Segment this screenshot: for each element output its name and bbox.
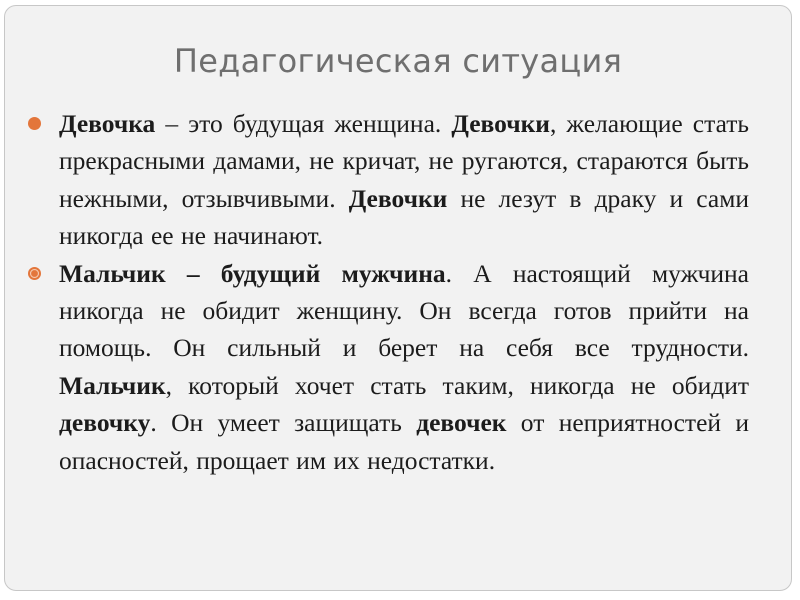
text-segment: от неприятностей и опасностей, прощает им их недостатки. <box>59 408 749 475</box>
text-segment: Мальчик <box>59 370 166 400</box>
text-segment: девочек <box>416 408 507 438</box>
slide <box>4 5 792 591</box>
text-segment: девочку <box>59 408 151 438</box>
text-segment: . А настоящий мужчина никогда не обидит женщину. Он всегда готов прийти на помощь. Он сильный и берет на себя все трудности. <box>59 258 749 363</box>
text-segment: Девочки <box>451 109 550 138</box>
slide-body <box>25 105 749 479</box>
text-segment: Мальчик – будущий мужчина <box>59 258 446 288</box>
slide-title: Педагогическая ситуация <box>173 42 623 80</box>
ring-circle-bullet-icon <box>28 267 41 280</box>
paragraph-girls-text <box>59 109 749 250</box>
solid-circle-bullet-icon <box>28 117 41 130</box>
text-segment: Девочки <box>348 183 448 213</box>
paragraph-boys-text <box>59 259 749 475</box>
text-segment: . Он умеет защищать <box>150 408 417 438</box>
paragraph-girls <box>25 105 749 255</box>
text-segment: Девочка <box>59 109 156 138</box>
text-segment: , который хочет стать таким, никогда не обидит <box>165 370 749 400</box>
text-segment: – это будущая женщина. <box>155 109 452 138</box>
paragraph-boys <box>25 255 749 479</box>
text-segment: , желающие стать прекрасными дамами, не кричат, не ругаются, стараются быть нежными, отзывчивыми. <box>59 109 749 213</box>
text-segment: не лезут в драку и сами никогда ее не начинают. <box>59 183 749 251</box>
